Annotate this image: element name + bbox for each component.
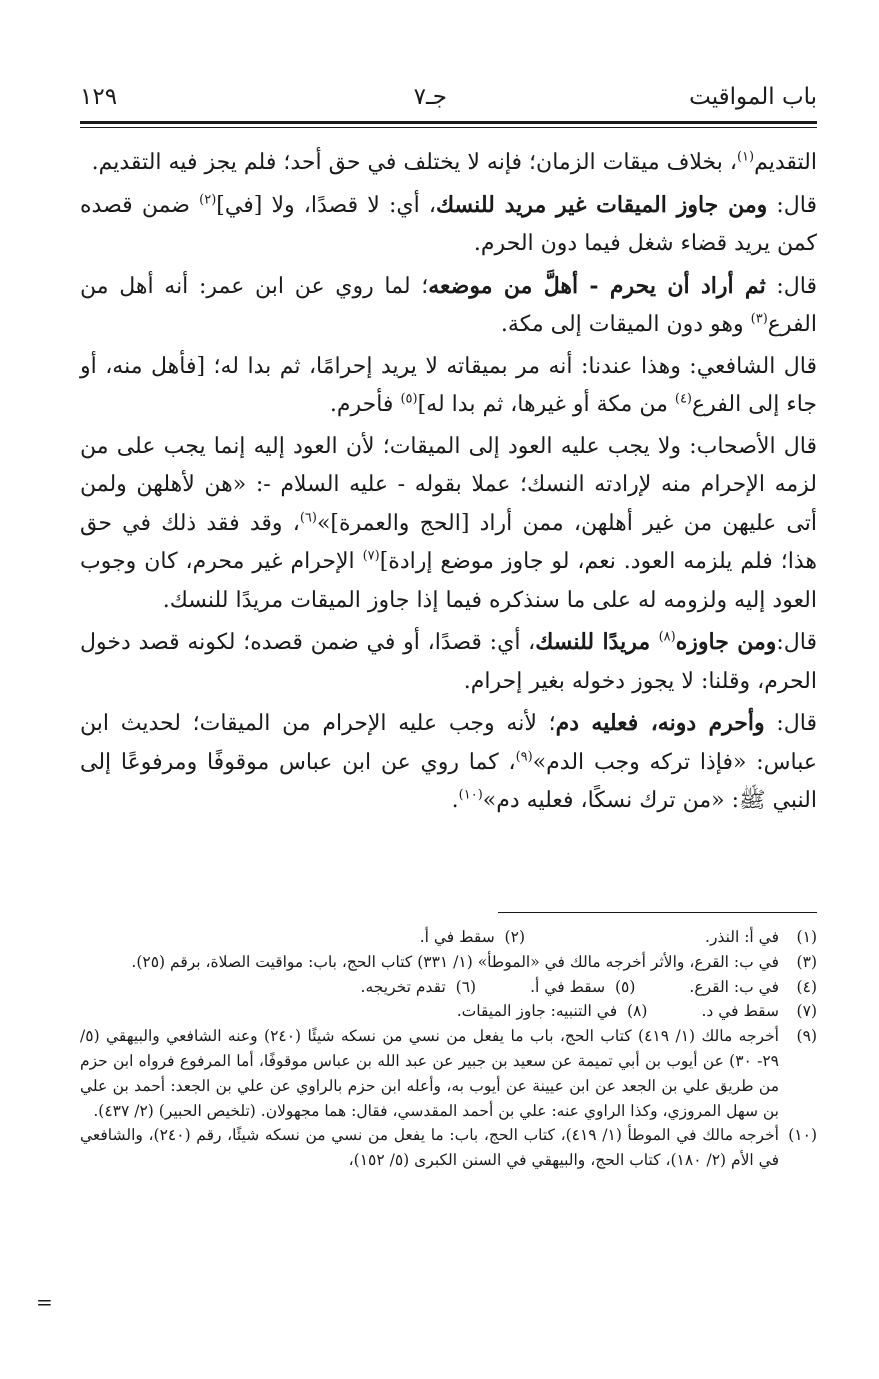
running-header — [80, 84, 817, 120]
paragraph-7: قال: وأحرم دونه، فعليه دم؛ لأنه وجب عليه الإحرام من الميقات؛ لحديث ابن عباس: «فإذا تركه وجب الدم»$^{(٩)}$، كما روي عن ابن عباس موقوفًا ومرفوعًا إلى النبي ﷺ: «من ترك نسكًا، فعليه دم»$^{(١٠)}$. — [80, 710, 817, 813]
header-rule-thin — [80, 127, 817, 128]
footnote-ref-7[interactable]: (٧) — [362, 548, 380, 564]
paragraph-1: التقديم$^{(١)}$، بخلاف ميقات الزمان؛ فإنه لا يختلف في حق أحد؛ فلم يجز فيه التقديم. — [91, 149, 817, 175]
paragraph-5: قال الأصحاب: ولا يجب عليه العود إلى الميقات؛ لأن العود إليه إنما يجب على من لزمه الإحرام منه لإرادته النسك؛ عملا بقوله - عليه السلام -: «هن لأهلهن ولمن أتى عليهن من غير أهلهن، ممن أراد [الحج والعمرة]»$^{(٦)}$، وقد فقد ذلك في حق هذا؛ فلم يلزمه العود. نعم، لو جاوز موضع إرادة]$^{(٧)}$ الإحرام غير محرم، كان وجوب العود إليه ولزومه له على ما سنذكره فيما إذا جاوز الميقات مريدًا للنسك. — [80, 433, 817, 613]
footnote-ref-6[interactable]: (٦) — [299, 510, 317, 526]
matn-text: ومن جاوز الميقات غير مريد للنسك — [436, 191, 768, 218]
main-text — [80, 144, 817, 824]
chapter-title: باب المواقيت — [689, 84, 817, 110]
margin-mark: = — [36, 1290, 53, 1314]
footnotes — [80, 925, 817, 1173]
footnote-row: (٧) سقط في د.(٨) في التنبيه: جاوز الميقات. — [456, 1002, 817, 1021]
footnote-ref-4[interactable]: (٤) — [674, 391, 692, 407]
footnote-row: (٩) أخرجه مالك (١/ ٤١٩) كتاب الحج، باب ما يفعل من نسي من نسكه شيئًا (٢٤٠) وعنه الشافعي والبيهقي (٥/ ٢٩- ٣٠) عن أيوب بن أبي تميمة عن سعيد بن جبير عن عبد الله بن عباس موقوفًا، أما المرفوع فرواه ابن حزم من طريق علي بن الجعد عن ابن عيينة عن أيوب به، وأعله ابن حزم بالراوي عن علي بن الجعد: أحمد بن علي بن سهل المروزي، وكذا الراوي عنه: علي بن أحمد المقدسي، فقال: هما مجهولان. (تلخيص الحبير) (٢/ ٤٣٧). — [80, 1027, 817, 1120]
header-rule-thick — [80, 121, 817, 124]
footnote-separator — [498, 912, 817, 913]
page-number: ١٢٩ — [80, 84, 118, 110]
paragraph-3: قال: ثم أراد أن يحرم - أهلَّ من موضعه؛ لما روي عن ابن عمر: أنه أهل من الفرع$^{(٣)}$ وهو دون الميقات إلى مكة. — [80, 272, 817, 337]
footnote-row: (١٠) أخرجه مالك في الموطأ (١/ ٤١٩)، كتاب الحج، باب: ما يفعل من نسي من نسكه شيئًا، رقم (٢٤٠)، والشافعي في الأم (٢/ ١٨٠)، كتاب الحج، والبيهقي في السنن الكبرى (٥/ ١٥٢)، — [80, 1126, 817, 1170]
footnote-ref-10[interactable]: (١٠) — [458, 787, 483, 803]
footnote-ref-3[interactable]: (٣) — [750, 311, 768, 327]
footnote-ref-1[interactable]: (١) — [736, 149, 755, 165]
footnote-ref-2[interactable]: (٢) — [199, 192, 217, 208]
footnote-ref-5[interactable]: (٥) — [400, 391, 418, 407]
matn-text: وأحرم دونه، فعليه دم — [555, 710, 765, 736]
footnote-ref-8[interactable]: (٨) — [658, 629, 676, 645]
volume-label: جـ٧ — [413, 84, 447, 110]
paragraph-4: قال الشافعي: وهذا عندنا: أنه مر بميقاته لا يريد إحرامًا، ثم بدا له؛ [فأهل منه، أو جاء إلى الفرع$^{(٤)}$ من مكة أو غيرها، ثم بدا له]$^{(٥)}$ فأحرم. — [80, 353, 817, 417]
footnote-row: (٣) في ب: القرع، والأثر أخرجه مالك في «الموطأ» (١/ ٣٣١) كتاب الحج، باب: مواقيت الصلاة، برقم (٢٥). — [131, 952, 817, 971]
footnote-row: (١) في أ: النذر.(٢) سقط في أ. — [419, 928, 817, 946]
footnote-row: (٤) في ب: القرع.(٥) سقط في أ.(٦) تقدم تخريجه. — [360, 977, 817, 996]
footnote-ref-9[interactable]: (٩) — [515, 749, 533, 765]
matn-text: مريدًا للنسك — [535, 629, 659, 655]
paragraph-6: قال:ومن جاوزه$^{(٨)}$ مريدًا للنسك، أي: قصدًا، أو في ضمن قصده؛ لكونه قصد دخول الحرم، وقلنا: لا يجوز دخوله بغير إحرام. — [80, 629, 817, 694]
matn-text: ثم أراد أن يحرم - أهلَّ من موضعه — [428, 272, 766, 299]
matn-text: ومن جاوزه — [675, 629, 777, 655]
paragraph-2: قال: ومن جاوز الميقات غير مريد للنسك، أي: لا قصدًا، ولا [في]$^{(٢)}$ ضمن قصده كمن يريد قضاء شغل فيما دون الحرم. — [80, 191, 818, 256]
